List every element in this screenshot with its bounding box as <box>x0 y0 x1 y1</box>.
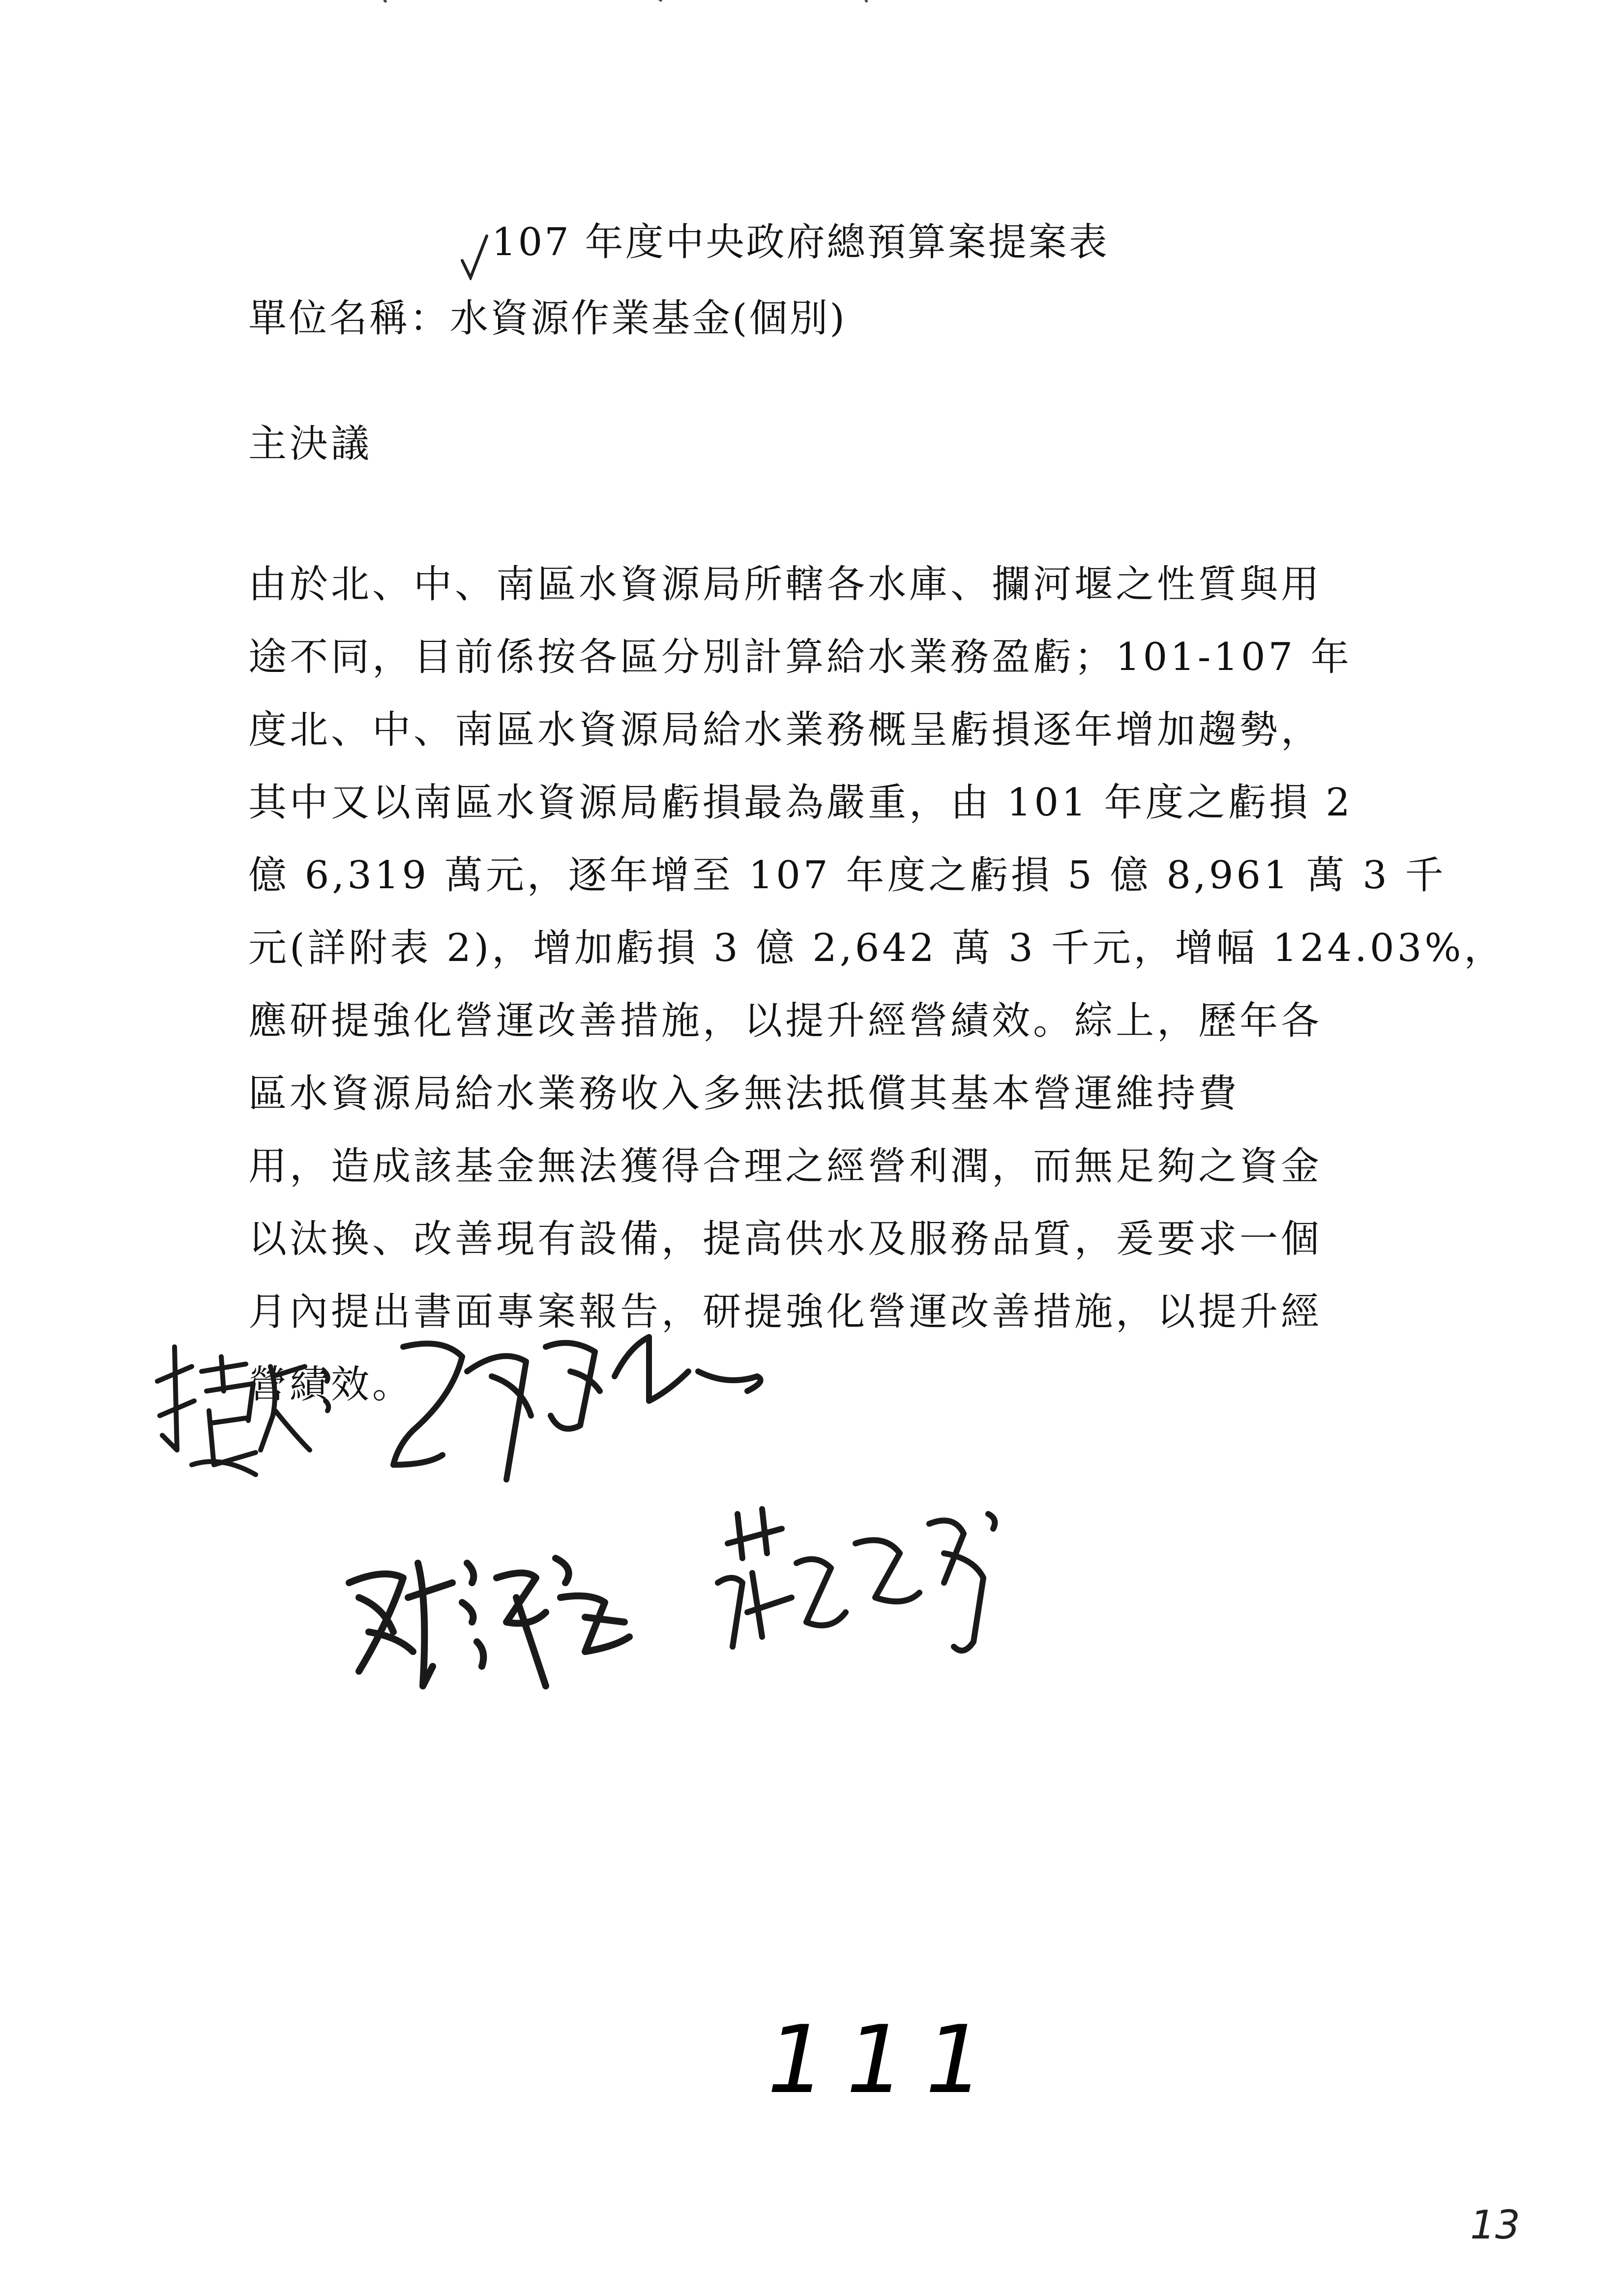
body-line: 由於北、中、南區水資源局所轄各水庫、攔河堰之性質與用 <box>248 562 1323 607</box>
body-line: 以汰換、改善現有設備，提高供水及服務品質，爰要求一個 <box>248 1217 1323 1261</box>
body-line: 度北、中、南區水資源局給水業務概呈虧損逐年增加趨勢， <box>248 708 1323 752</box>
unit-name-line <box>248 288 847 343</box>
page-number: 13 <box>1470 2202 1520 2248</box>
resolution-body <box>248 548 1506 1421</box>
body-line: 區水資源局給水業務收入多無法抵償其基本營運維持費 <box>248 1072 1240 1116</box>
handwritten-stamp-number: 111 <box>767 2005 1004 2114</box>
proposer-label-handwriting <box>148 1337 354 1484</box>
body-line: 用，造成該基金無法獲得合理之經營利潤，而無足夠之資金 <box>248 1144 1323 1189</box>
top-edge-marks <box>384 0 974 5</box>
document-title: 107 年度中央政府總預算案提案表 <box>492 220 1109 264</box>
body-line: 其中又以南區水資源局虧損最為嚴重，由 101 年度之虧損 2 <box>248 781 1353 825</box>
check-mark-icon <box>460 233 489 280</box>
signature-2 <box>329 1524 644 1711</box>
unit-name: 水資源作業基金(個別) <box>450 296 847 341</box>
body-line: 元(詳附表 2)，增加虧損 3 億 2,642 萬 3 千元，增幅 124.03%， <box>248 926 1506 970</box>
body-line: 月內提出書面專案報告，研提強化營運改善措施，以提升經 <box>248 1290 1323 1334</box>
body-line: 億 6,319 萬元，逐年增至 107 年度之虧損 5 億 8,961 萬 3 千 <box>248 853 1447 898</box>
section-heading: 主決議 <box>248 422 373 466</box>
signature-1 <box>384 1317 806 1494</box>
body-line: 應研提強化營運改善措施，以提升經營績效。綜上，歷年各 <box>248 999 1323 1043</box>
signature-3 <box>698 1484 1013 1691</box>
body-line: 途不同，目前係按各區分別計算給水業務盈虧；101-107 年 <box>248 635 1352 679</box>
body-line: 營績效。 <box>248 1363 414 1407</box>
unit-label: 單位名稱： <box>248 296 450 341</box>
